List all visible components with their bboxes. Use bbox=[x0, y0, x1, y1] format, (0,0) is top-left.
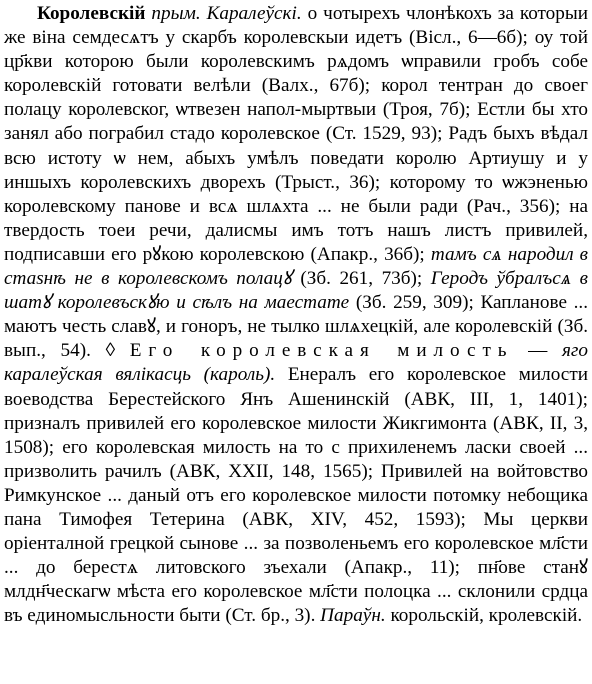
entry-citations-1: о чотырехъ члонѣкохъ за которыи же віна семдесѧтъ у скарбъ королевскыи идетъ (Вісл., 6—6б); оу той цр҃кви которою были королевскимъ рѧдомъ ѡправили гробъ собе королевскій готовати велѣли (Валх., 67б); корол тентран до своег полацу королевског, ѡтвезен напол-мыртвыи (Троя, 7б); Естли бы хто занял або пограбил стадо королевское (Ст. 1529, 93); Радъ быхъ вѣдал всю истоту ѡ нем, абыхъ умѣлъ поведати королю Артиушу и у иншыхъ королевскихъ дворехъ (Трыст., 36); которому то ѡжэненью королевскому панове и всѧ шлѧхта ... не были ради (Рач., 356); на твердость тоеи речи, далисмы имъ тотъ нашъ листъ привилей, подписавши его рꙋкою королевскою (Апакр., 36б); bbox=[4, 3, 589, 265]
compare-words: корольскій, кролевскій. bbox=[385, 605, 583, 627]
phrase-heading: Его королевская милость bbox=[129, 340, 514, 362]
italic-citation-2: Геродъ ўбралъсѧ в шатꙋ королевъскꙋю и сѣлъ на маестате bbox=[4, 268, 588, 314]
entry-citations-3: (Зб. 259, 309); Капланове ... маютъ честь славꙋ, и гоноръ, не тылко шлѧхецкій, але королевскій (Зб. вып., 54). ◊ bbox=[4, 292, 589, 362]
italic-citation-1: тамъ сѧ народил в стаѕнѣ не в королевскомъ полацꙋ bbox=[4, 243, 588, 290]
entry-citations-2: (Зб. 261, 73б); bbox=[291, 268, 431, 290]
phrase-dash: — bbox=[513, 340, 563, 362]
entry-citations-4: Енералъ его королевское милости воеводства Берестейского Янъ Ашенинскій (АВК, III, 1, 1401); призналъ привилей его королевское милости Жикгимонта (АВК, II, 3, 1508); его королевская милость на то с прихиленемъ ласки своей ... призволить рачилъ (АВК, XXII, 148, 1565); Привилей на войтовство Римкунское ... даный отъ его королевское милости потомку небощика пана Тимофея Тетерина (АВК, XIV, 452, 1593); Мы церкви оріенталной грецкой сынове ... за позволеньемъ его королевское мл҃сти ... до берестѧ литовского зъехали (Апакр., 11); пн҃ове станꙋ млдн҃ческагѡ мѣста его королевское мл҃сти полоцка ... склонили срдца въ единомысльности быти (Ст. бр., 3). bbox=[4, 364, 588, 627]
belarusian-equivalent: Каралеўскі. bbox=[206, 3, 302, 24]
entry-headword: Королевскій bbox=[37, 3, 146, 24]
compare-label: Параўн. bbox=[320, 605, 386, 627]
phrase-translation: яго каралеўская вялікасць (кароль). bbox=[4, 340, 589, 386]
dictionary-entry bbox=[4, 2, 588, 628]
part-of-speech-label: прым. bbox=[151, 3, 201, 24]
